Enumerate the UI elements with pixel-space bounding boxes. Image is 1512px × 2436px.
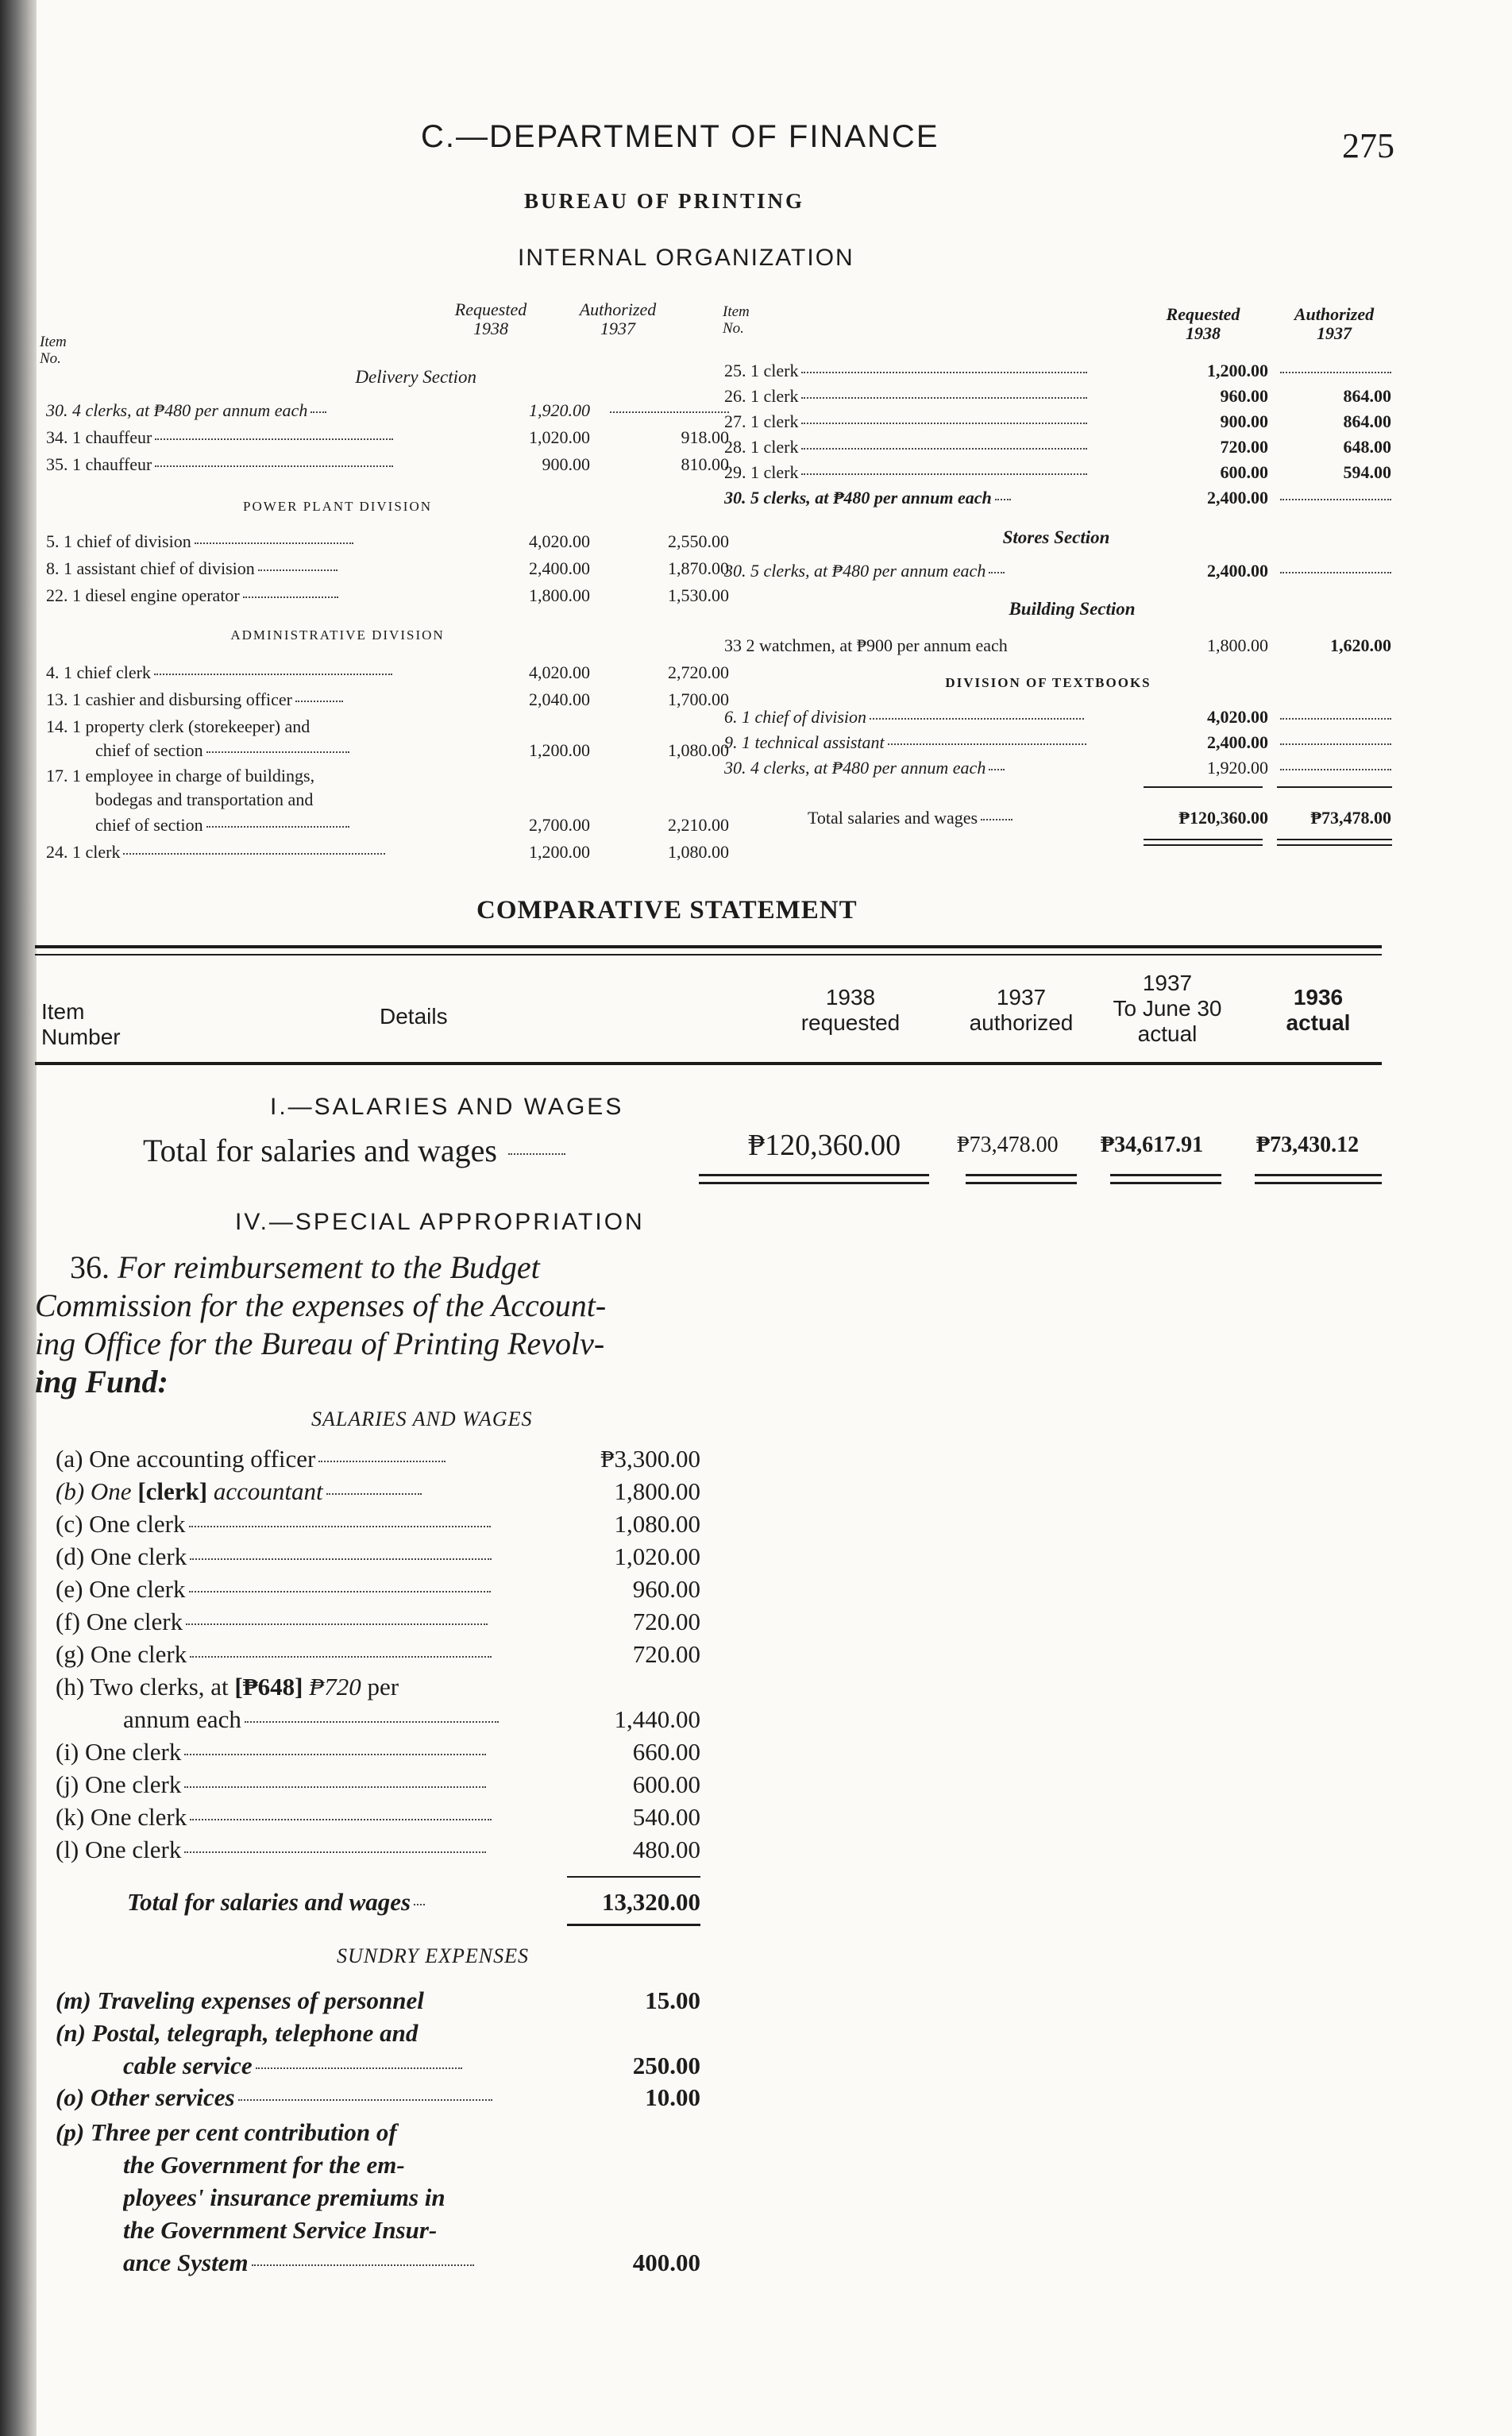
org-row-wrapped-line: 14. 1 property clerk (storekeeper) and bbox=[46, 716, 310, 736]
left-requested-header: Requested 1938 bbox=[454, 299, 527, 338]
col-1937-authorized: 1937 authorized bbox=[969, 985, 1074, 1035]
power-plant-division-heading: POWER PLANT DIVISION bbox=[242, 499, 432, 514]
total-rule bbox=[567, 1924, 700, 1926]
line-item: (j) One clerk 600.00 bbox=[56, 1770, 700, 1798]
line-item: ance System 400.00 bbox=[123, 2249, 700, 2276]
double-rule bbox=[1110, 1174, 1221, 1176]
org-row: 25. 1 clerk 1,200.00 bbox=[724, 357, 1391, 384]
double-rule bbox=[966, 1174, 1077, 1176]
org-row: 34. 1 chauffeur 1,020.00 918.00 bbox=[46, 427, 729, 447]
line-item-wrapped: (n) Postal, telegraph, telephone and bbox=[56, 2019, 418, 2047]
total-1938: ₱120,360.00 bbox=[748, 1129, 901, 1162]
subtotal-rule bbox=[567, 1876, 700, 1878]
subtotal-rule bbox=[1144, 786, 1263, 788]
org-row: 30. 5 clerks, at ₱480 per annum each 2,400.00 bbox=[724, 558, 1391, 585]
org-row: 35. 1 chauffeur 900.00 810.00 bbox=[46, 454, 729, 474]
col-1936-actual: 1936 actual bbox=[1286, 985, 1351, 1035]
salaries-total-row: Total for salaries and wages 13,320.00 bbox=[127, 1888, 700, 1916]
org-row: 30. 4 clerks, at ₱480 per annum each 1,920.00 bbox=[724, 755, 1391, 782]
col-1937-june-actual: 1937 To June 30 actual bbox=[1113, 971, 1222, 1046]
line-item: annum each 1,440.00 bbox=[123, 1705, 700, 1733]
org-row: 26. 1 clerk 960.00 864.00 bbox=[724, 386, 1391, 406]
col-item-number: Item Number bbox=[41, 999, 121, 1049]
org-row-wrapped-line: 17. 1 employee in charge of buildings, bbox=[46, 766, 315, 786]
total-salaries-label: Total for salaries and wages bbox=[143, 1132, 565, 1169]
org-row: 6. 1 chief of division 4,020.00 bbox=[724, 704, 1391, 731]
double-rule bbox=[1277, 844, 1392, 846]
right-authorized-header: Authorized 1937 bbox=[1294, 304, 1375, 343]
line-item: (c) One clerk 1,080.00 bbox=[56, 1510, 700, 1538]
sundry-expenses-subheading: SUNDRY EXPENSES bbox=[337, 1944, 530, 1967]
org-row: chief of section 1,200.00 1,080.00 bbox=[95, 740, 729, 760]
line-item: (a) One accounting officer ₱3,300.00 bbox=[56, 1445, 700, 1473]
special-appropriation-heading: IV.—SPECIAL APPROPRIATION bbox=[235, 1209, 645, 1235]
double-rule bbox=[966, 1182, 1077, 1184]
double-rule bbox=[1144, 844, 1263, 846]
comparative-statement-title: COMPARATIVE STATEMENT bbox=[476, 896, 858, 925]
building-section-heading: Building Section bbox=[1009, 599, 1136, 619]
line-item: (d) One clerk 1,020.00 bbox=[56, 1542, 700, 1570]
line-item: (l) One clerk 480.00 bbox=[56, 1836, 700, 1863]
salaries-wages-heading: I.—SALARIES AND WAGES bbox=[270, 1094, 624, 1120]
org-row: 8. 1 assistant chief of division 2,400.00 1,870.00 bbox=[46, 558, 729, 578]
org-row: 29. 1 clerk 600.00 594.00 bbox=[724, 462, 1391, 482]
org-row: 4. 1 chief clerk 4,020.00 2,720.00 bbox=[46, 662, 729, 682]
right-requested-header: Requested 1938 bbox=[1166, 304, 1240, 343]
line-item: cable service 250.00 bbox=[123, 2052, 700, 2079]
org-row: 28. 1 clerk 720.00 648.00 bbox=[724, 437, 1391, 457]
org-total-row: Total salaries and wages ₱120,360.00 ₱73,478.00 bbox=[808, 808, 1391, 828]
total-1937: ₱73,478.00 bbox=[957, 1133, 1059, 1157]
org-row: 27. 1 clerk 900.00 864.00 bbox=[724, 411, 1391, 431]
org-row: 30. 5 clerks, at ₱480 per annum each 2,400.00 bbox=[724, 484, 1391, 512]
table-top-rule bbox=[35, 954, 1382, 955]
department-title: C.—DEPARTMENT OF FINANCE bbox=[421, 119, 939, 154]
delivery-section-heading: Delivery Section bbox=[355, 367, 476, 387]
line-item-wrapped: (h) Two clerks, at [₱648] ₱720 per bbox=[56, 1673, 399, 1701]
bureau-title: BUREAU OF PRINTING bbox=[524, 189, 805, 213]
book-spine-shadow bbox=[0, 0, 37, 2436]
line-item: (k) One clerk 540.00 bbox=[56, 1803, 700, 1831]
org-row-wrapped-line: bodegas and transportation and bbox=[95, 789, 314, 809]
double-rule bbox=[1255, 1182, 1382, 1184]
col-1938-requested: 1938 requested bbox=[800, 985, 901, 1035]
org-row: 30. 4 clerks, at ₱480 per annum each 1,920.00 bbox=[46, 397, 691, 424]
administrative-division-heading: ADMINISTRATIVE DIVISION bbox=[230, 627, 445, 643]
right-item-header: Item No. bbox=[723, 303, 750, 337]
org-row: 33 2 watchmen, at ₱900 per annum each 1,800.00 1,620.00 bbox=[724, 635, 1391, 655]
double-rule bbox=[1277, 839, 1392, 840]
stores-section-heading: Stores Section bbox=[1002, 527, 1110, 547]
double-rule bbox=[1144, 839, 1263, 840]
line-item: (i) One clerk 660.00 bbox=[56, 1738, 700, 1766]
page-number: 275 bbox=[1342, 126, 1394, 165]
salaries-wages-subheading: SALARIES AND WAGES bbox=[311, 1407, 533, 1430]
subtotal-rule bbox=[1277, 786, 1392, 788]
double-rule bbox=[1255, 1174, 1382, 1176]
line-item: (o) Other services 10.00 bbox=[56, 2083, 700, 2111]
org-row: 13. 1 cashier and disbursing officer 2,040.00 1,700.00 bbox=[46, 689, 729, 709]
org-row: 24. 1 clerk 1,200.00 1,080.00 bbox=[46, 842, 729, 862]
double-rule bbox=[1110, 1182, 1221, 1184]
table-header-rule bbox=[35, 1062, 1382, 1065]
left-item-header: Item No. bbox=[40, 334, 67, 367]
appropriation-intro: 36. For reimbursement to the Budget Commission for the expenses of the Account- ing Office for the Bureau of Printing Revolv- ing Fund: bbox=[35, 1249, 607, 1399]
total-june: ₱34,617.91 bbox=[1101, 1133, 1204, 1157]
org-row: chief of section 2,700.00 2,210.00 bbox=[95, 815, 729, 835]
textbooks-division-heading: DIVISION OF TEXTBOOKS bbox=[945, 675, 1151, 690]
table-top-rule bbox=[35, 945, 1382, 948]
org-row: 5. 1 chief of division 4,020.00 2,550.00 bbox=[46, 531, 729, 551]
line-item: (e) One clerk 960.00 bbox=[56, 1575, 700, 1603]
total-1936: ₱73,430.12 bbox=[1256, 1133, 1360, 1157]
line-item: (f) One clerk 720.00 bbox=[56, 1608, 700, 1635]
internal-organization-title: INTERNAL ORGANIZATION bbox=[518, 245, 854, 271]
line-item-wrapped: the Government Service Insur- bbox=[123, 2216, 438, 2244]
double-rule bbox=[699, 1182, 929, 1184]
org-row: 22. 1 diesel engine operator 1,800.00 1,530.00 bbox=[46, 585, 729, 605]
line-item-wrapped: ployees' insurance premiums in bbox=[123, 2183, 446, 2211]
line-item: (g) One clerk 720.00 bbox=[56, 1640, 700, 1668]
line-item-wrapped: (p) Three per cent contribution of bbox=[56, 2118, 397, 2146]
line-item: (m) Traveling expenses of personnel 15.00 bbox=[56, 1986, 700, 2014]
double-rule bbox=[699, 1174, 929, 1176]
col-details: Details bbox=[380, 1004, 448, 1029]
org-row: 9. 1 technical assistant 2,400.00 bbox=[724, 729, 1391, 756]
left-authorized-header: Authorized 1937 bbox=[579, 299, 657, 338]
line-item: (b) One [clerk] accountant 1,800.00 bbox=[56, 1477, 700, 1505]
line-item-wrapped: the Government for the em- bbox=[123, 2151, 405, 2179]
